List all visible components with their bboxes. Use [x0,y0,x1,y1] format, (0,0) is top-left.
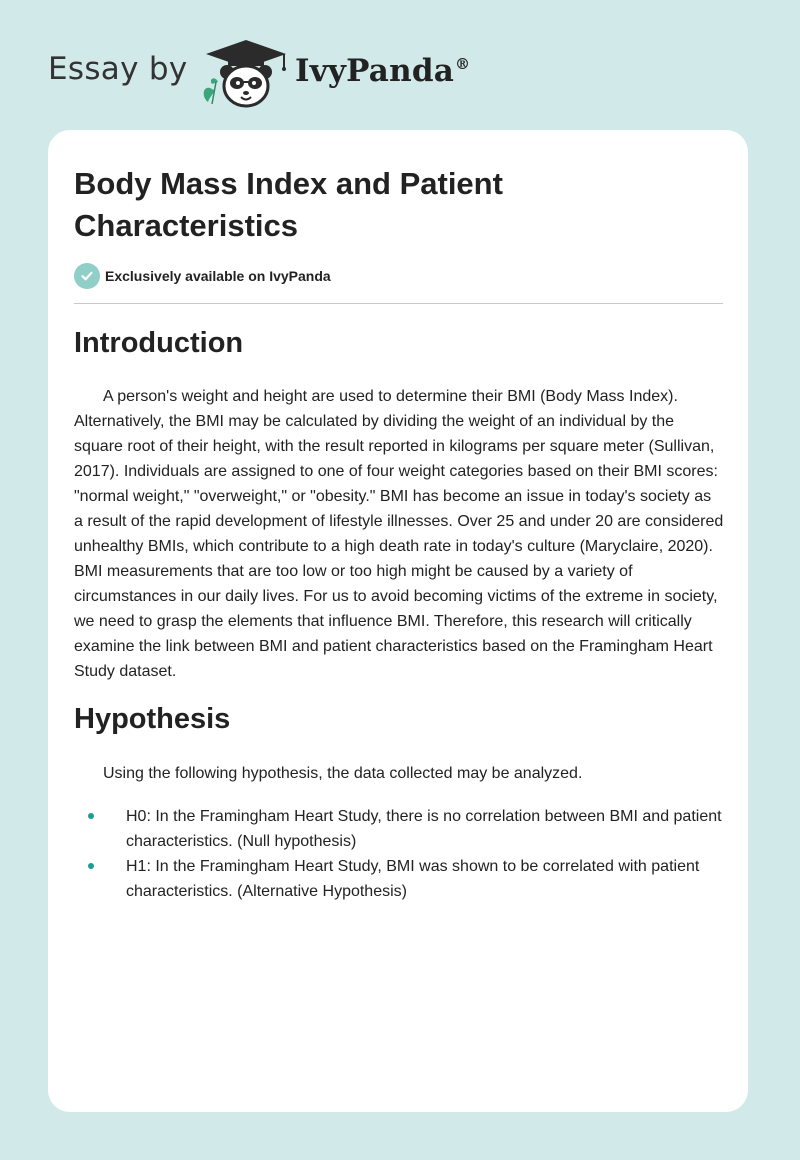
list-item-text: H1: In the Framingham Heart Study, BMI was shown to be correlated with patient characteristics. (Alternative Hypothesis) [126,858,700,900]
list-item [74,804,724,854]
bullet-dot-icon [88,813,94,819]
section-heading-introduction: Introduction [74,327,244,359]
exclusive-text: Exclusively available on IvyPanda [105,268,331,284]
section-heading-hypothesis: Hypothesis [74,703,231,735]
essay-card [48,130,748,1112]
panda-logo-icon[interactable] [200,38,292,110]
divider [74,303,723,304]
bullet-dot-icon [88,863,94,869]
brand-name[interactable] [295,53,470,89]
registered-mark: ® [455,55,471,73]
introduction-paragraph: A person's weight and height are used to determine their BMI (Body Mass Index). Alternatively, the BMI may be calculated by dividing the weight of an individual by the square root of their height, with the result reported in kilograms per square meter (Sullivan, 2017). Individuals are assigned to one of four weight categories based on their BMI scores: "normal weight," "overweight," or "obesity." BMI has become an issue in today's society as a result of the rapid development of lifestyle illnesses. Over 25 and under 20 are considered unhealthy BMIs, which contribute to a high death rate in today's culture (Maryclaire, 2020). BMI measurements that are too low or too high might be caused by a variety of circumstances in our daily lives. For us to avoid becoming victims of the extreme in society, we need to grasp the elements that influence BMI. Therefore, this research will critically examine the link between BMI and patient characteristics based on the Framingham Heart Study dataset. [74,388,724,680]
essay-by-label: Essay by [48,51,188,87]
hypothesis-list [74,804,724,904]
list-item [74,854,724,904]
hypothesis-paragraph: Using the following hypothesis, the data collected may be analyzed. [103,765,583,782]
page-title: Body Mass Index and Patient Characteristics [74,166,503,243]
exclusive-badge [74,263,331,289]
list-item-text: H0: In the Framingham Heart Study, there is no correlation between BMI and patient characteristics. (Null hypothesis) [126,808,722,850]
check-circle-icon [74,263,100,289]
brand-text: IvyPanda [295,53,454,89]
site-header [48,38,508,108]
